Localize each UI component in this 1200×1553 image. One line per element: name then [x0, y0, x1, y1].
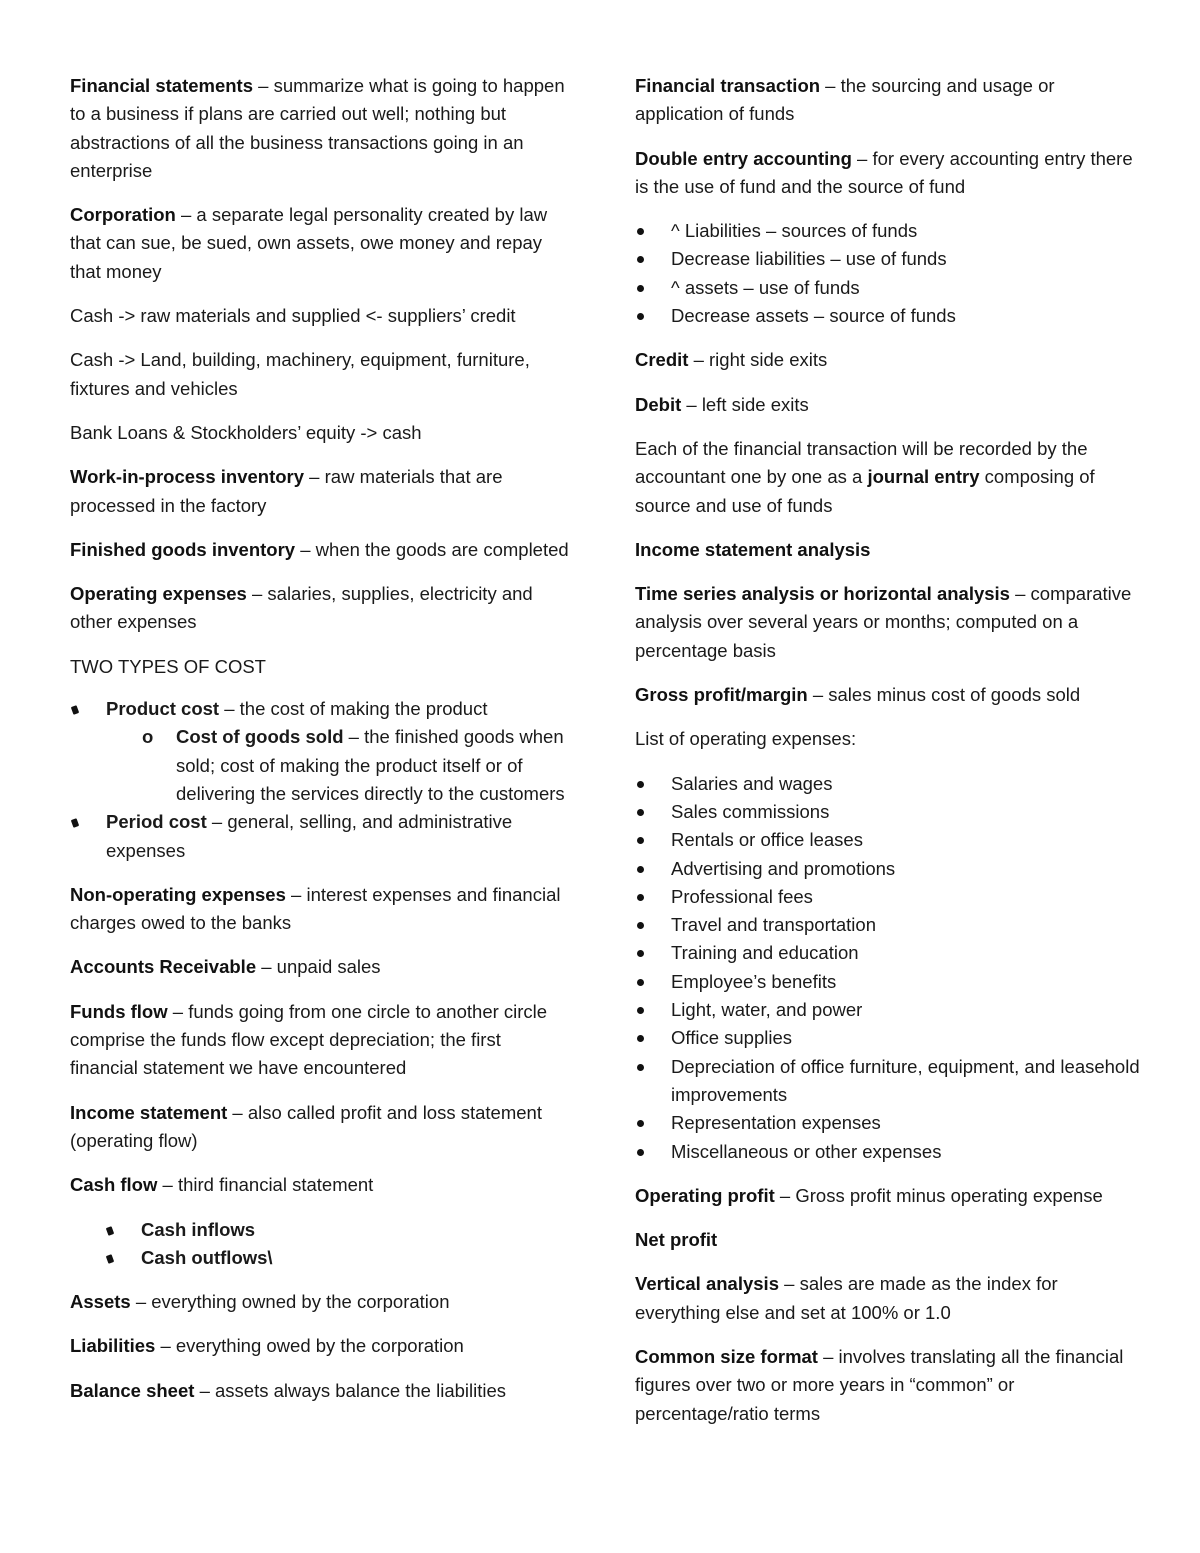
cost-types-list [70, 695, 570, 865]
definition: – raw materials that are processed in the factory [70, 466, 503, 516]
term: Financial transaction [635, 75, 821, 96]
paragraph-vertical-analysis [635, 1270, 1145, 1327]
definition: – a separate legal personality created by law that can sue, be sued, own assets, owe money and repay that money [70, 204, 548, 282]
definition: – the cost of making the product [219, 698, 488, 720]
paragraph-gross-profit [635, 681, 1145, 709]
definition: – left side exits [681, 393, 809, 415]
list-item-product-cost [70, 695, 570, 723]
list-item: Travel and transportation [635, 911, 1145, 939]
paragraph-income-statement [70, 1099, 570, 1156]
definition: – the sourcing and usage or application of funds [635, 75, 1055, 125]
definition: – involves translating all the financial figures over two or more years in “common” or percentage/ratio terms [635, 1345, 1124, 1424]
term: Financial statements [70, 75, 254, 96]
term: Operating profit [635, 1184, 775, 1206]
list-item: Sales commissions [635, 798, 1145, 826]
paragraph-funds-flow [70, 998, 570, 1083]
text: composing of source and use of funds [635, 466, 1095, 516]
paragraph-non-operating-expenses [70, 881, 570, 938]
term: Gross profit/margin [635, 684, 808, 706]
definition: – unpaid sales [256, 956, 381, 978]
term: Cash inflows [141, 1218, 256, 1240]
heading-income-statement-analysis [635, 536, 1145, 564]
definition: – sales minus cost of goods sold [807, 684, 1081, 706]
paragraph-debit [635, 391, 1145, 419]
term: Corporation [70, 204, 176, 226]
paragraph-bank-loans: Bank Loans & Stockholders’ equity -> cash [70, 421, 422, 443]
term: Accounts Receivable [70, 956, 257, 978]
term: Assets [70, 1291, 131, 1313]
list-item: ^ Liabilities – sources of funds [635, 217, 1145, 245]
list-item: Advertising and promotions [635, 855, 1145, 883]
list-item: ^ assets – use of funds [635, 274, 1145, 302]
term: Cash outflows\ [141, 1246, 273, 1268]
term: Liabilities [70, 1335, 156, 1357]
definition: – everything owed by the corporation [155, 1335, 464, 1357]
operating-expenses-list [635, 770, 1145, 1166]
term: journal entry [867, 466, 980, 488]
list-item: Decrease assets – source of funds [635, 302, 1145, 330]
list-item: Professional fees [635, 883, 1145, 911]
term: Work-in-process inventory [70, 466, 305, 488]
paragraph-operating-profit [635, 1182, 1145, 1210]
term: Cash flow [70, 1174, 158, 1196]
definition: – when the goods are completed [295, 538, 569, 560]
term: Income statement [70, 1101, 228, 1123]
definition: – interest expenses and financial charges owed to the banks [70, 883, 561, 934]
definition: – general, selling, and administrative expenses [106, 811, 513, 861]
term: Net profit [635, 1229, 718, 1251]
heading-net-profit [635, 1226, 1145, 1254]
term: Balance sheet [70, 1379, 195, 1401]
term: Credit [635, 349, 689, 371]
list-item: Light, water, and power [635, 996, 1145, 1024]
sub-bullet-marker: o [142, 726, 154, 748]
term: Finished goods inventory [70, 538, 296, 560]
definition: – sales are made as the index for everything else and set at 100% or 1.0 [635, 1273, 1058, 1323]
paragraph-common-size-format [635, 1343, 1145, 1428]
list-item: Miscellaneous or other expenses [635, 1138, 1145, 1166]
list-item-cost-of-goods-sold [70, 723, 570, 808]
heading-two-types-of-cost: TWO TYPES OF COST [70, 655, 266, 677]
definition: – also called profit and loss statement (operating flow) [70, 1101, 542, 1151]
definition: – Gross profit minus operating expense [774, 1184, 1103, 1206]
text: Each of the financial transaction will be recorded by the accountant one by one as a [635, 437, 1088, 488]
definition: – funds going from one circle to another circle comprise the funds flow except depreciation; the first financial statement we have encountered [70, 1000, 548, 1079]
definition: – everything owned by the corporation [130, 1291, 450, 1313]
paragraph-wip-inventory [70, 463, 570, 520]
paragraph-time-series-analysis [635, 580, 1145, 665]
paragraph-finished-goods [70, 536, 570, 564]
paragraph-journal-entry [635, 435, 1145, 520]
paragraph-accounts-receivable [70, 953, 570, 981]
term: Non-operating expenses [70, 883, 286, 905]
definition: – comparative analysis over several years or months; computed on a percentage basis [635, 583, 1132, 661]
paragraph-cash-land: Cash -> Land, building, machinery, equipment, furniture, fixtures and vehicles [70, 349, 530, 399]
definition: – third financial statement [157, 1174, 374, 1196]
list-item: Employee’s benefits [635, 968, 1145, 996]
cash-flow-list [70, 1216, 570, 1273]
paragraph-credit [635, 346, 1145, 374]
list-item: Salaries and wages [635, 770, 1145, 798]
term: Double entry accounting [635, 147, 852, 169]
paragraph-assets [70, 1288, 570, 1316]
term: Income statement analysis [635, 538, 871, 560]
paragraph-balance-sheet [70, 1377, 570, 1405]
paragraph-operating-expenses [70, 580, 570, 637]
paragraph-financial-transaction [635, 72, 1145, 129]
list-item: Training and education [635, 939, 1145, 967]
paragraph-cash-flow [70, 1171, 570, 1199]
paragraph-corporation [70, 201, 570, 286]
paragraph-cash-raw-materials: Cash -> raw materials and supplied <- suppliers’ credit [70, 305, 516, 327]
definition: – assets always balance the liabilities [194, 1379, 507, 1401]
term: Operating expenses [70, 583, 247, 605]
definition: – right side exits [688, 349, 828, 371]
definition: – the finished goods when sold; cost of making the product itself or of delivering the services directly to the customers [176, 726, 565, 804]
term: Common size format [635, 1345, 818, 1367]
definition: – for every accounting entry there is the use of fund and the source of fund [635, 147, 1133, 197]
definition: – summarize what is going to happen to a business if plans are carried out well; nothing but abstractions of all the business transactions going in an enterprise [70, 75, 565, 181]
right-column [635, 72, 1145, 1444]
term: Period cost [106, 811, 207, 833]
list-item: Representation expenses [635, 1109, 1145, 1137]
list-item: Rentals or office leases [635, 826, 1145, 854]
list-item: Depreciation of office furniture, equipment, and leasehold improvements [635, 1053, 1145, 1110]
list-item-cash-inflows [105, 1216, 570, 1244]
term: Debit [635, 393, 682, 415]
list-item: Office supplies [635, 1024, 1145, 1052]
list-item: Decrease liabilities – use of funds [635, 245, 1145, 273]
paragraph-financial-statements [70, 72, 570, 185]
definition: – salaries, supplies, electricity and other expenses [70, 583, 533, 633]
term: Product cost [106, 698, 220, 720]
paragraph-double-entry [635, 145, 1145, 202]
term: Cost of goods sold [176, 726, 344, 748]
list-item-period-cost [70, 808, 570, 865]
term: Funds flow [70, 1000, 168, 1022]
term: Time series analysis or horizontal analysis [635, 583, 1010, 605]
funds-list [635, 217, 1145, 330]
list-item-cash-outflows [105, 1244, 570, 1272]
paragraph-list-of-operating-expenses: List of operating expenses: [635, 728, 857, 750]
paragraph-liabilities [70, 1332, 570, 1360]
term: Vertical analysis [635, 1273, 779, 1295]
left-column [70, 72, 570, 1421]
